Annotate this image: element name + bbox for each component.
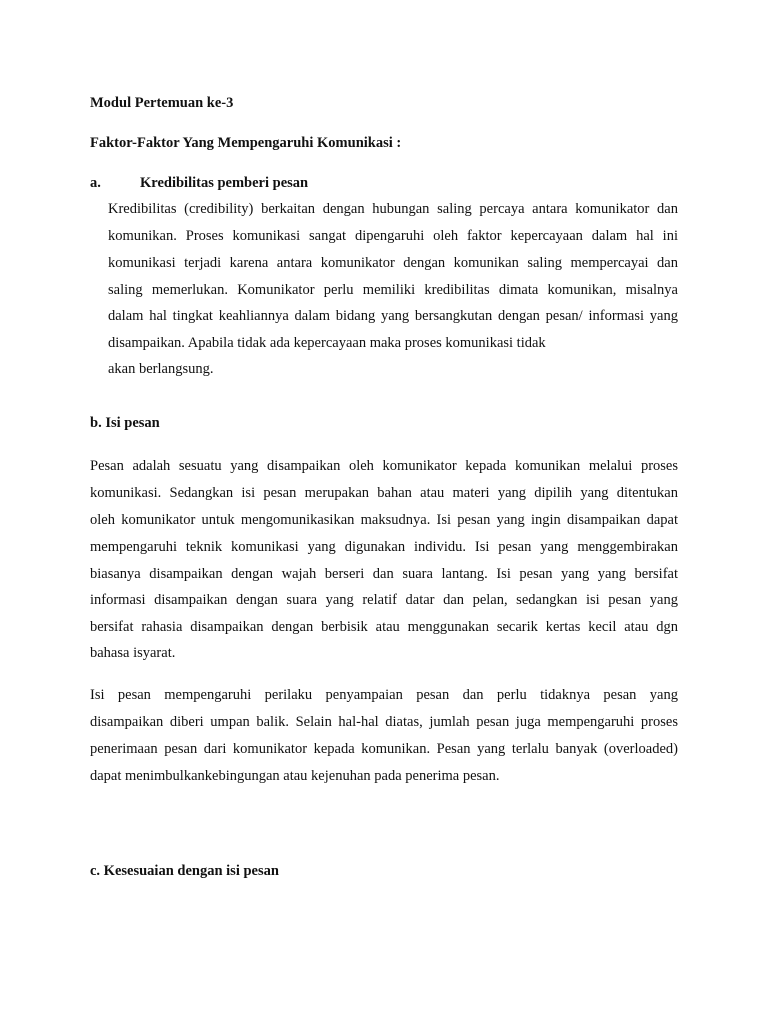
paragraph-line: disampaikan diberi umpan balik. Selain hal-hal diatas, jumlah pesan juga mempengaruhi proses — [90, 714, 678, 730]
section-a-line: saling memerlukan. Komunikator perlu memiliki kredibilitas dimata komunikan, misalnya — [108, 282, 678, 298]
section-a-line: komunikasi terjadi karena antara komunikator dengan komunikan saling mempercayai dan — [108, 255, 678, 271]
module-title: Modul Pertemuan ke-3 — [90, 95, 234, 111]
section-a-line: Kredibilitas (credibility) berkaitan dengan hubungan saling percaya antara komunikator dan — [108, 201, 678, 217]
paragraph-line: oleh komunikator untuk mengomunikasikan maksudnya. Isi pesan yang ingin disampaikan dapat — [90, 512, 678, 528]
section-c-title: c. Kesesuaian dengan isi pesan — [90, 863, 279, 879]
section-a-title: Kredibilitas pemberi pesan — [140, 175, 309, 191]
paragraph-line: biasanya disampaikan dengan wajah berseri dan suara lantang. Isi pesan yang yang bersifat — [90, 566, 678, 582]
section-a-marker: a. — [90, 175, 101, 191]
paragraph-line: bahasa isyarat. — [90, 645, 176, 661]
paragraph-line: bersifat rahasia disampaikan dengan berbisik atau menggunakan secarik kertas kecil atau dgn — [90, 619, 678, 635]
section-b-title: b. Isi pesan — [90, 415, 160, 431]
document-heading: Faktor-Faktor Yang Mempengaruhi Komunikasi : — [90, 135, 402, 151]
section-a-line: dalam hal tingkat keahliannya dalam bidang yang bersangkutan dengan pesan/ informasi yang — [108, 308, 678, 324]
paragraph-line: mempengaruhi teknik komunikasi yang digunakan individu. Isi pesan yang menggembirakan — [90, 539, 678, 555]
paragraph-line: penerimaan pesan dari komunikator kepada komunikan. Pesan yang terlalu banyak (overloaded) — [90, 741, 678, 757]
paragraph-line: Pesan adalah sesuatu yang disampaikan oleh komunikator kepada komunikan melalui proses — [90, 458, 678, 474]
paragraph-line: dapat menimbulkankebingungan atau kejenuhan pada penerima pesan. — [90, 768, 500, 784]
paragraph-line: informasi disampaikan dengan suara yang relatif datar dan pelan, sedangkan isi pesan yang — [90, 592, 678, 608]
section-a-line: komunikan. Proses komunikasi sangat dipengaruhi oleh faktor kepercayaan dalam hal ini — [108, 228, 678, 244]
paragraph-line: Isi pesan mempengaruhi perilaku penyampaian pesan dan perlu tidaknya pesan yang — [90, 687, 678, 703]
section-a-line: akan berlangsung. — [108, 361, 214, 377]
paragraph-line: komunikasi. Sedangkan isi pesan merupakan bahan atau materi yang dipilih yang ditentukan — [90, 485, 678, 501]
section-a-line: disampaikan. Apabila tidak ada kepercayaan maka proses komunikasi tidak — [108, 335, 546, 351]
